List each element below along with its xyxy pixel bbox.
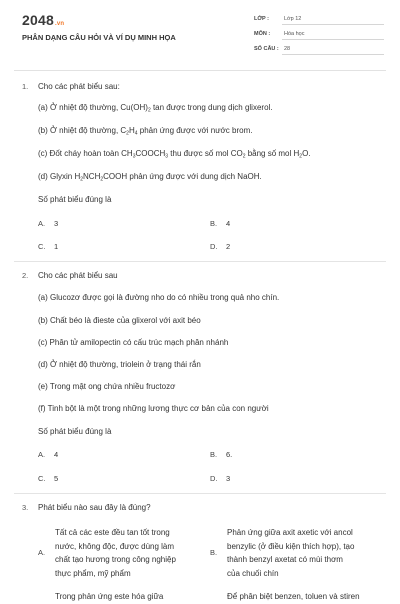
answer-value-c[interactable]: 1 — [54, 242, 59, 251]
question-number: 1. — [22, 82, 29, 91]
meta-subject-label: MÔN : — [254, 31, 271, 37]
header-divider — [14, 70, 386, 71]
statement-a: (a) Ở nhiệt độ thường, $Cu(OH)_2$ tan được trong dung dịch glixerol. — [38, 103, 273, 114]
answer-letter-d[interactable]: D. — [210, 474, 218, 483]
answer-letter-a[interactable]: A. — [38, 450, 46, 459]
meta-class-value: Lớp 12 — [284, 16, 302, 22]
meta-class-line — [282, 24, 384, 25]
statement-e: (e) Trong mật ong chứa nhiều fructozơ — [38, 382, 176, 391]
meta-count-line — [282, 54, 384, 55]
question-divider — [14, 261, 386, 262]
question-text: Phát biểu nào sau đây là đúng? — [38, 503, 151, 512]
answer-letter-c[interactable]: C. — [38, 242, 46, 251]
question-text: Cho các phát biểu sau — [38, 271, 118, 280]
answer-letter-a[interactable]: A. — [38, 219, 46, 228]
answer-value-b[interactable]: 6. — [226, 450, 233, 459]
statement-c: (c) Phân tử amilopectin có cấu trúc mạch phân nhánh — [38, 338, 229, 347]
answer-value-d[interactable]: 2 — [226, 242, 231, 251]
page-header — [0, 0, 400, 72]
meta-subject-value: Hóa học — [284, 31, 305, 37]
option-a-text[interactable]: Tất cả các este đều tan tốt trong nước, không độc, được dùng làm chất tạo hương trong công nghiệp thực phẩm, mỹ phẩm — [55, 528, 176, 578]
answer-value-a[interactable]: 4 — [54, 450, 59, 459]
answer-value-d[interactable]: 3 — [226, 474, 231, 483]
logo-text: 2048 — [22, 12, 54, 28]
meta-count-value: 28 — [284, 46, 291, 52]
statement-d: (d) Glyxin $H_2NCH_2COOH$ phản ứng được với dung dịch NaOH. — [38, 172, 262, 183]
answer-letter-d[interactable]: D. — [210, 242, 218, 251]
question-divider — [14, 493, 386, 494]
answer-value-c[interactable]: 5 — [54, 474, 59, 483]
statement-b: (b) Chất béo là đieste của glixerol với axit béo — [38, 316, 201, 325]
option-d-text-partial[interactable]: Để phân biệt benzen, toluen và stiren — [227, 592, 360, 601]
option-letter-b[interactable]: B. — [210, 548, 218, 557]
answer-letter-b[interactable]: B. — [210, 450, 218, 459]
question-number: 3. — [22, 503, 29, 512]
option-c-text-partial[interactable]: Trong phản ứng este hóa giữa — [55, 592, 164, 601]
meta-count-label: SỐ CÂU : — [254, 46, 279, 52]
statement-a: (a) Glucozơ được gọi là đường nho do có nhiều trong quả nho chín. — [38, 293, 280, 302]
question-number: 2. — [22, 271, 29, 280]
count-prompt: Số phát biểu đúng là — [38, 195, 112, 204]
option-letter-a[interactable]: A. — [38, 548, 46, 557]
logo-suffix: .vn — [54, 21, 65, 27]
statement-c: (c) Đốt cháy hoàn toàn $CH_3COOCH_3$ thu được số mol $CO_2$ bằng số mol $H_2O$. — [38, 149, 311, 160]
page-title: PHÂN DẠNG CÂU HỎI VÀ VÍ DỤ MINH HỌA — [22, 33, 176, 42]
statement-b: (b) Ở nhiệt độ thường, $C_2H_4$ phản ứng được với nước brom. — [38, 126, 253, 137]
question-text: Cho các phát biểu sau: — [38, 82, 120, 91]
answer-value-a[interactable]: 3 — [54, 219, 59, 228]
answer-letter-b[interactable]: B. — [210, 219, 218, 228]
answer-value-b[interactable]: 4 — [226, 219, 231, 228]
meta-subject-line — [282, 39, 384, 40]
count-prompt: Số phát biểu đúng là — [38, 427, 112, 436]
answer-letter-c[interactable]: C. — [38, 474, 46, 483]
site-logo[interactable] — [22, 12, 64, 28]
meta-class-label: LỚP : — [254, 16, 269, 22]
option-b-text[interactable]: Phản ứng giữa axit axetic với ancol benzylic (ở điều kiện thích hợp), tạo thành benzyl axetat có mùi thơm của chuối chín — [227, 528, 355, 578]
statement-d: (d) Ở nhiệt độ thường, triolein ở trạng thái rắn — [38, 360, 201, 369]
statement-f: (f) Tinh bột là một trong những lương thực cơ bản của con người — [38, 404, 269, 413]
